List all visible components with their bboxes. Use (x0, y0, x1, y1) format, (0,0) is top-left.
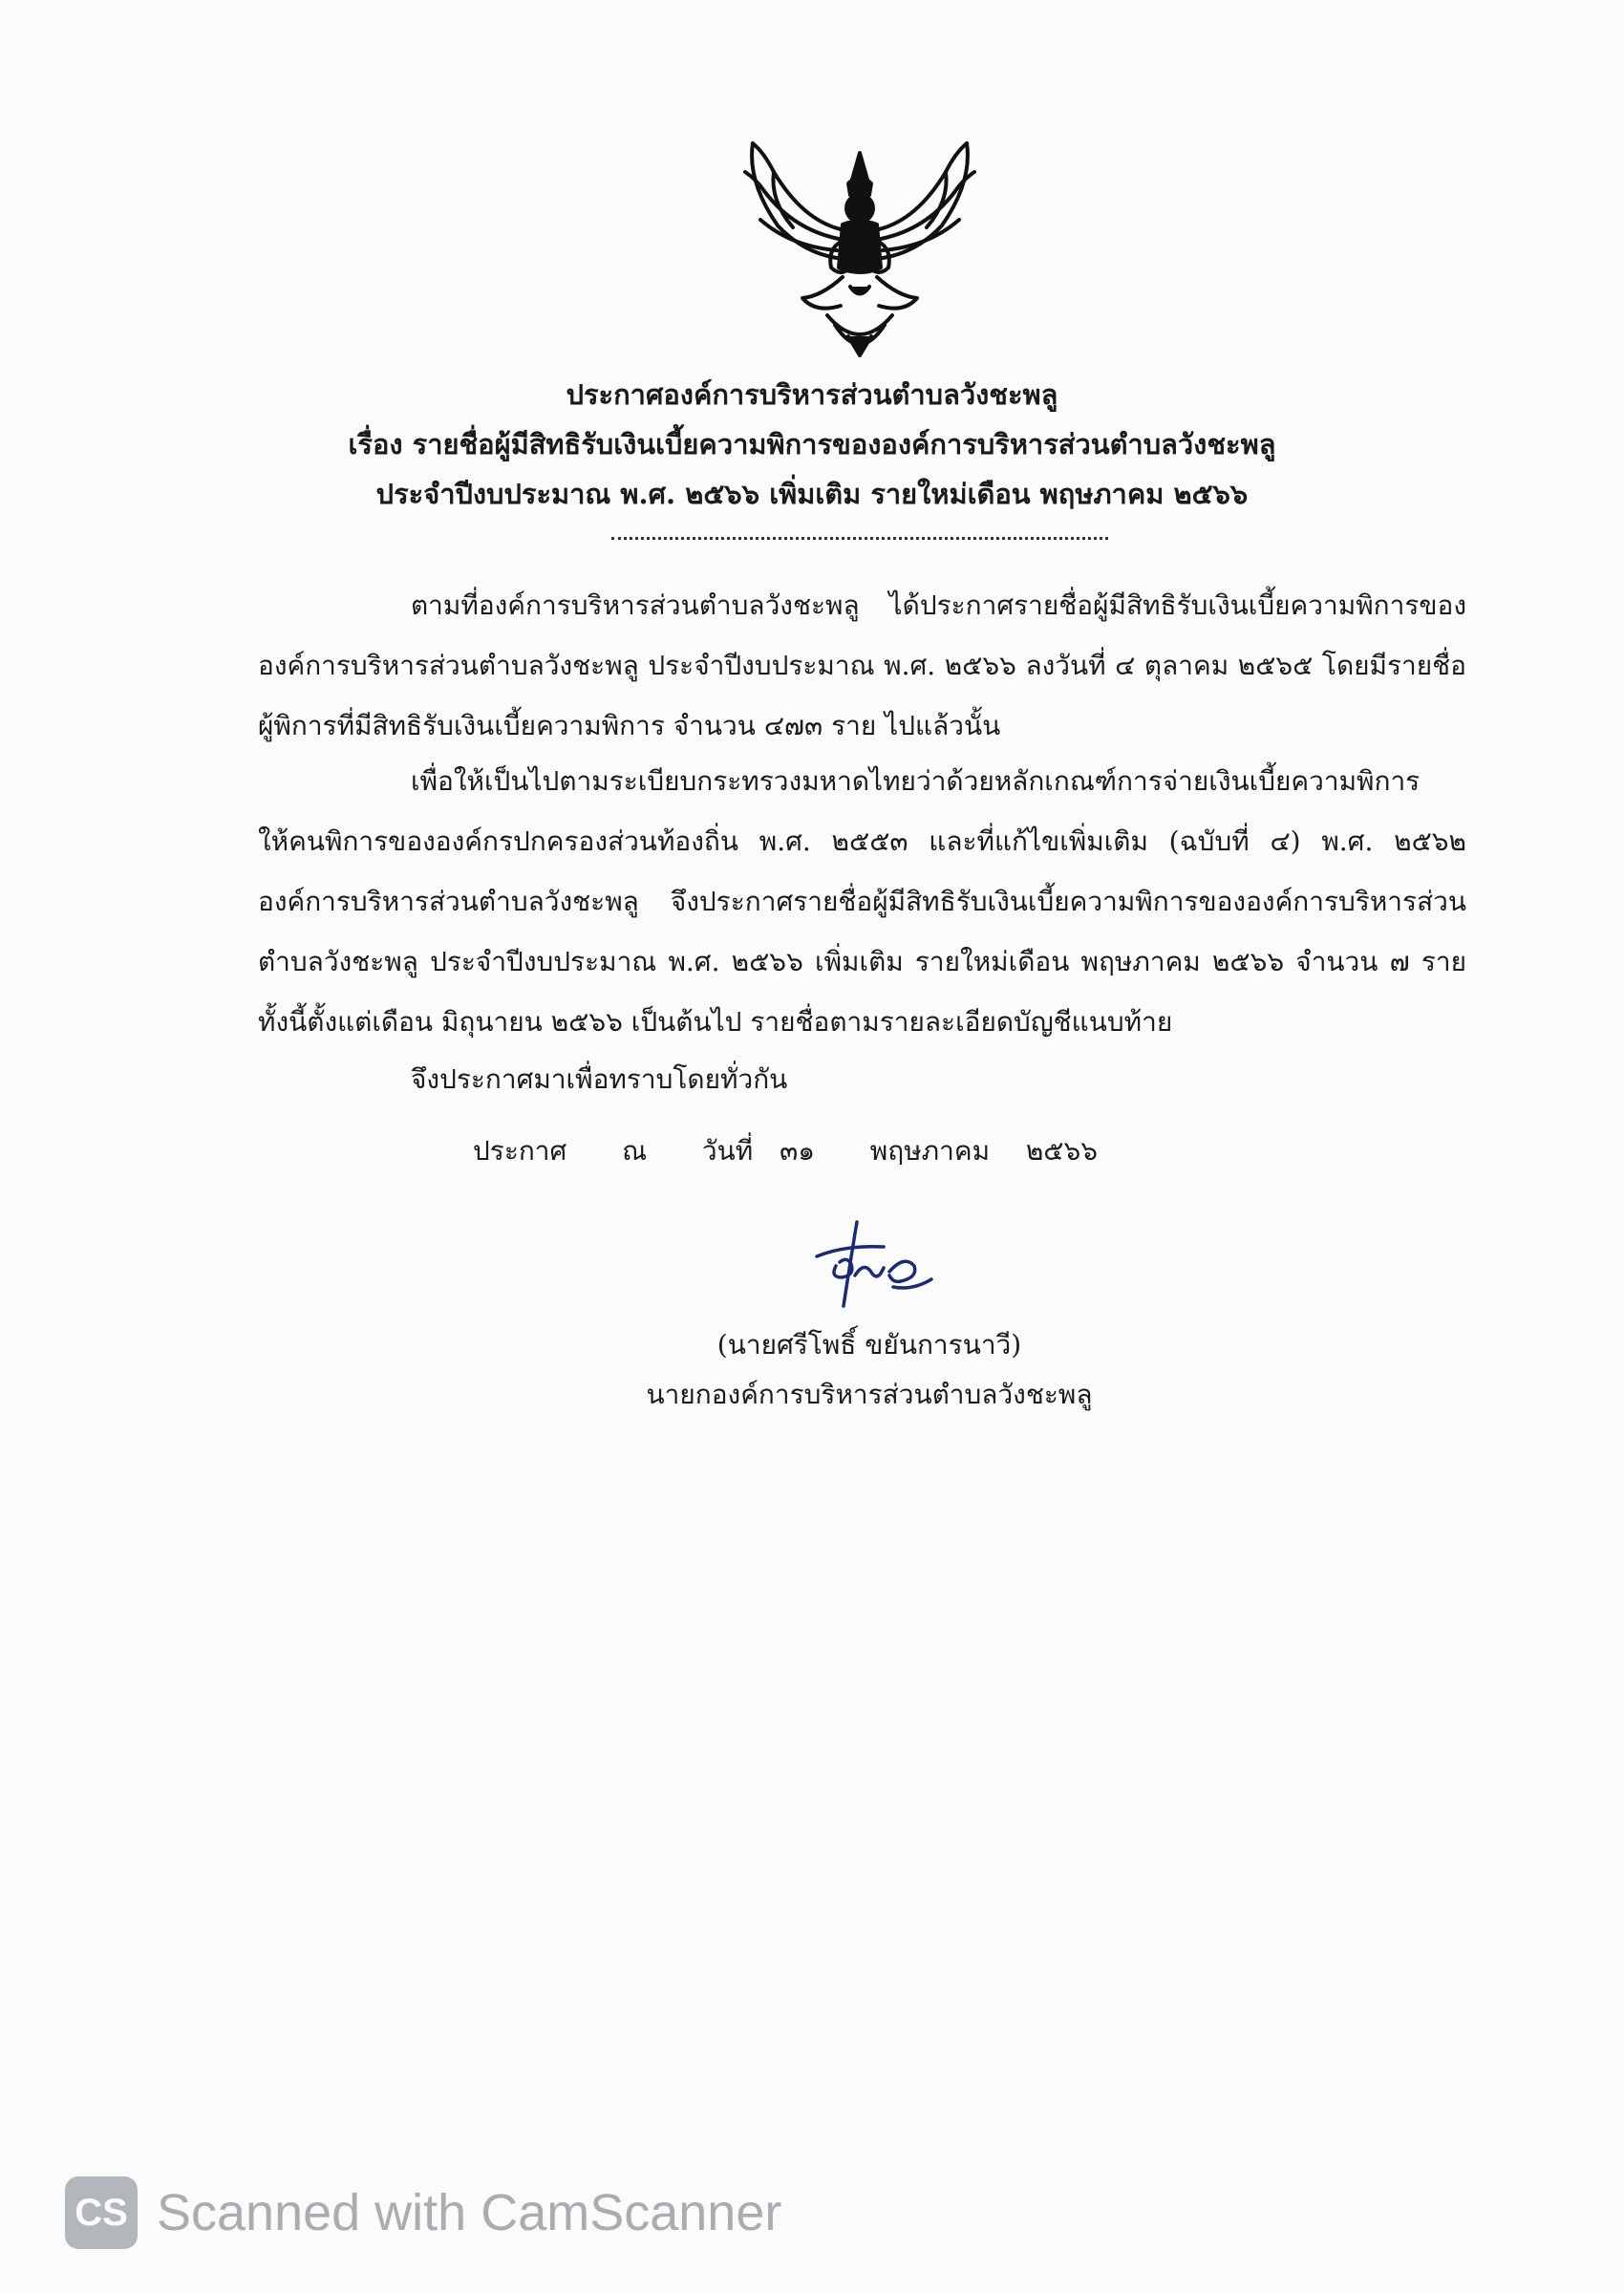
camscanner-logo-icon: CS (65, 2176, 138, 2249)
paragraph-2-line: ทั้งนี้ตั้งแต่เดือน มิถุนายน ๒๕๖๖ เป็นต้นไป รายชื่อตามรายละเอียดบัญชีแนบท้าย (258, 1006, 1173, 1038)
paragraph-2-line: องค์การบริหารส่วนตำบลวังชะพลู จึงประกาศรายชื่อผู้มีสิทธิรับเงินเบี้ยความพิการขององค์การบริหารส่วน (258, 886, 1466, 917)
paragraph-1 (258, 575, 1466, 756)
date-at: ณ (622, 1135, 648, 1167)
dotted-divider (611, 527, 1108, 540)
paragraph-1-line: องค์การบริหารส่วนตำบลวังชะพลู ประจำปีงบประมาณ พ.ศ. ๒๕๖๖ ลงวันที่ ๔ ตุลาคม ๒๕๖๕ โดยมีรายชื่อ (258, 650, 1466, 681)
handwritten-signature (798, 1218, 941, 1314)
date-year: ๒๕๖๖ (1025, 1135, 1099, 1167)
paragraph-2 (258, 751, 1466, 1052)
announcement-title: ประกาศองค์การบริหารส่วนตำบลวังชะพลู (566, 378, 1058, 411)
paragraph-2-line: ตำบลวังชะพลู ประจำปีงบประมาณ พ.ศ. ๒๕๖๖ เพิ่มเติม รายใหม่เดือน พฤษภาคม ๒๕๖๖ จำนวน ๗ ราย (258, 946, 1466, 977)
garuda-emblem-icon (736, 134, 984, 363)
signer-title: นายกองค์การบริหารส่วนตำบลวังชะพลู (646, 1379, 1093, 1410)
announcement-fiscal-year: ประจำปีงบประมาณ พ.ศ. ๒๕๖๖ เพิ่มเติม รายใหม่เดือน พฤษภาคม ๒๕๖๖ (375, 478, 1249, 510)
date-day-label: วันที่ (701, 1135, 754, 1167)
paragraph-2-line: เพื่อให้เป็นไปตามระเบียบกระทรวงมหาดไทยว่าด้วยหลักเกณฑ์การจ่ายเงินเบี้ยความพิการ (411, 765, 1421, 797)
paragraph-1-line: ตามที่องค์การบริหารส่วนตำบลวังชะพลู ได้ประกาศรายชื่อผู้มีสิทธิรับเงินเบี้ยความพิการของ (411, 589, 1466, 621)
closing-statement: จึงประกาศมาเพื่อทราบโดยทั่วกัน (411, 1063, 788, 1095)
date-prefix: ประกาศ (473, 1135, 567, 1167)
camscanner-text: Scanned with CamScanner (157, 2184, 782, 2241)
signer-name: (นายศรีโพธิ์ ขยันการนาวี) (716, 1329, 1022, 1361)
camscanner-watermark (65, 2175, 781, 2251)
date-day: ๓๑ (780, 1135, 815, 1167)
announcement-subject: เรื่อง รายชื่อผู้มีสิทธิรับเงินเบี้ยความพิการขององค์การบริหารส่วนตำบลวังชะพลู (348, 428, 1276, 461)
date-month: พฤษภาคม (869, 1135, 991, 1167)
paragraph-1-line: ผู้พิการที่มีสิทธิรับเงินเบี้ยความพิการ จำนวน ๔๗๓ ราย ไปแล้วนั้น (258, 710, 1001, 741)
paragraph-2-line: ให้คนพิการขององค์กรปกครองส่วนท้องถิ่น พ.ศ. ๒๕๕๓ และที่แก้ไขเพิ่มเติม (ฉบับที่ ๔) พ.ศ. ๒๕๖๒ (258, 825, 1466, 857)
announcement-date (473, 1132, 1098, 1170)
